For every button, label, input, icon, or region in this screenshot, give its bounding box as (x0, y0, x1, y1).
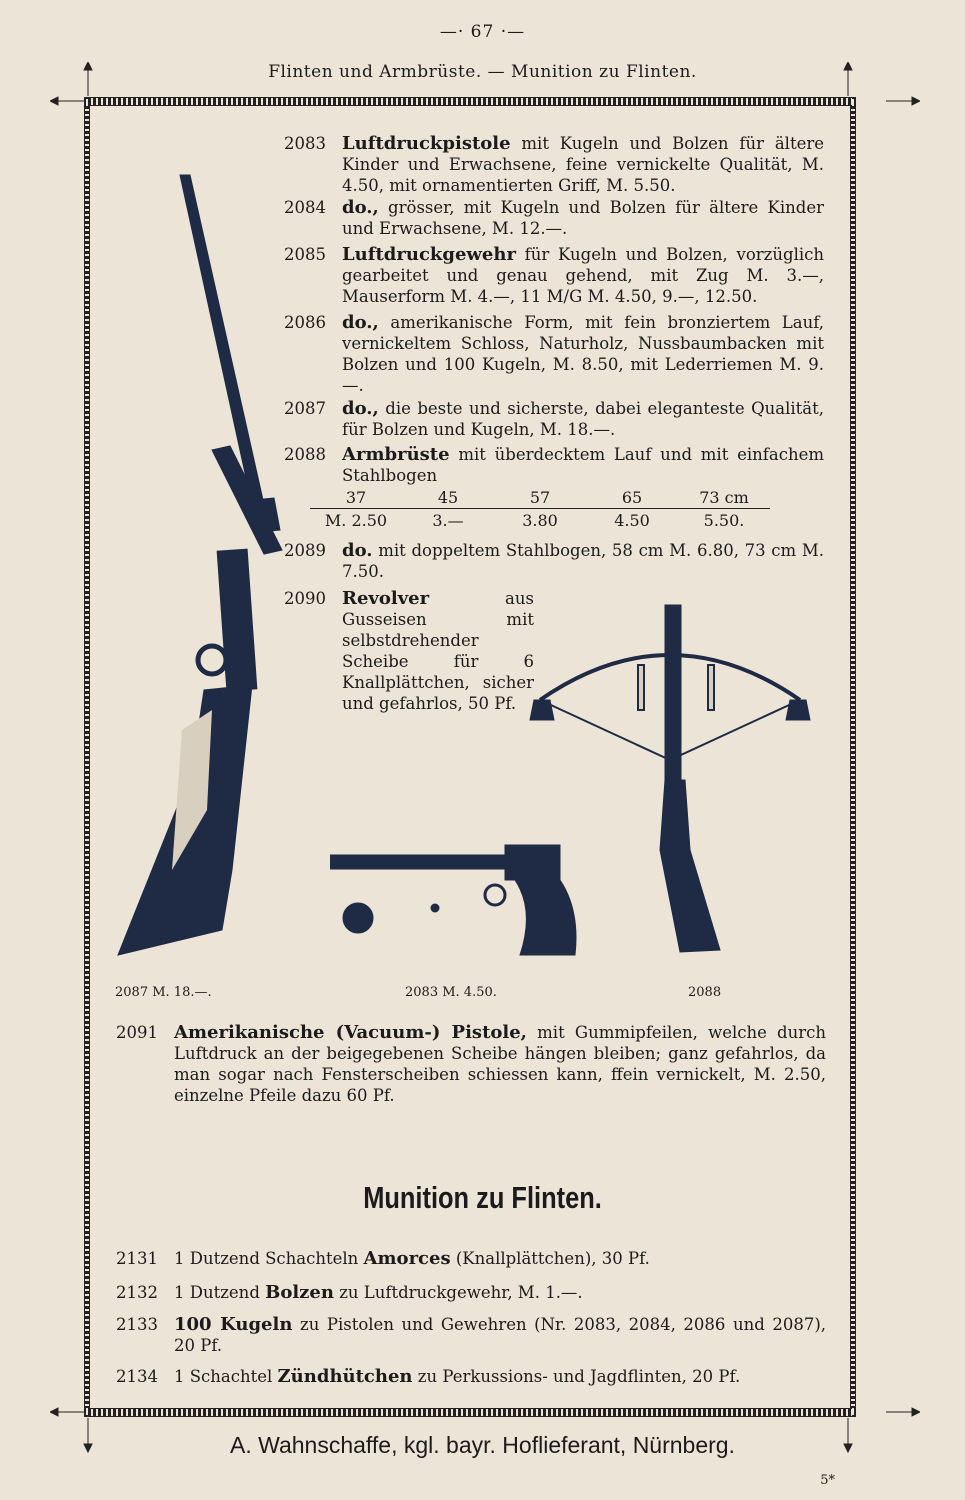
caption-2088: 2088 (688, 985, 722, 1000)
caption-2087: 2087 M. 18.—. (115, 985, 212, 1000)
size-cell: 37 (310, 486, 402, 509)
page-number: —· 67 ·— (439, 22, 526, 42)
price-cell: M. 2.50 (324, 510, 388, 530)
publisher-footer: A. Wahnschaffe, kgl. bayr. Hoflieferant, Nürnberg. (230, 1432, 735, 1458)
crossbow-size-price-table (310, 486, 770, 531)
size-cell: 45 (402, 486, 494, 509)
size-cell: 73 cm (678, 486, 770, 509)
size-cell: 65 (586, 486, 678, 509)
price-cell: 3.— (432, 510, 464, 530)
running-head: Flinten und Armbrüste. — Munition zu Flinten. (268, 62, 697, 82)
size-cell: 57 (494, 486, 586, 509)
signature-mark: 5* (820, 1473, 835, 1488)
section-heading: Munition zu Flinten. (363, 1180, 602, 1215)
air-rifle-illustration (112, 170, 302, 970)
price-cell: 5.50. (703, 510, 745, 530)
price-cell: 4.50 (614, 510, 650, 530)
price-cell: 3.80 (522, 510, 558, 530)
caption-2083: 2083 M. 4.50. (405, 985, 497, 1000)
air-pistol-illustration (330, 840, 580, 960)
